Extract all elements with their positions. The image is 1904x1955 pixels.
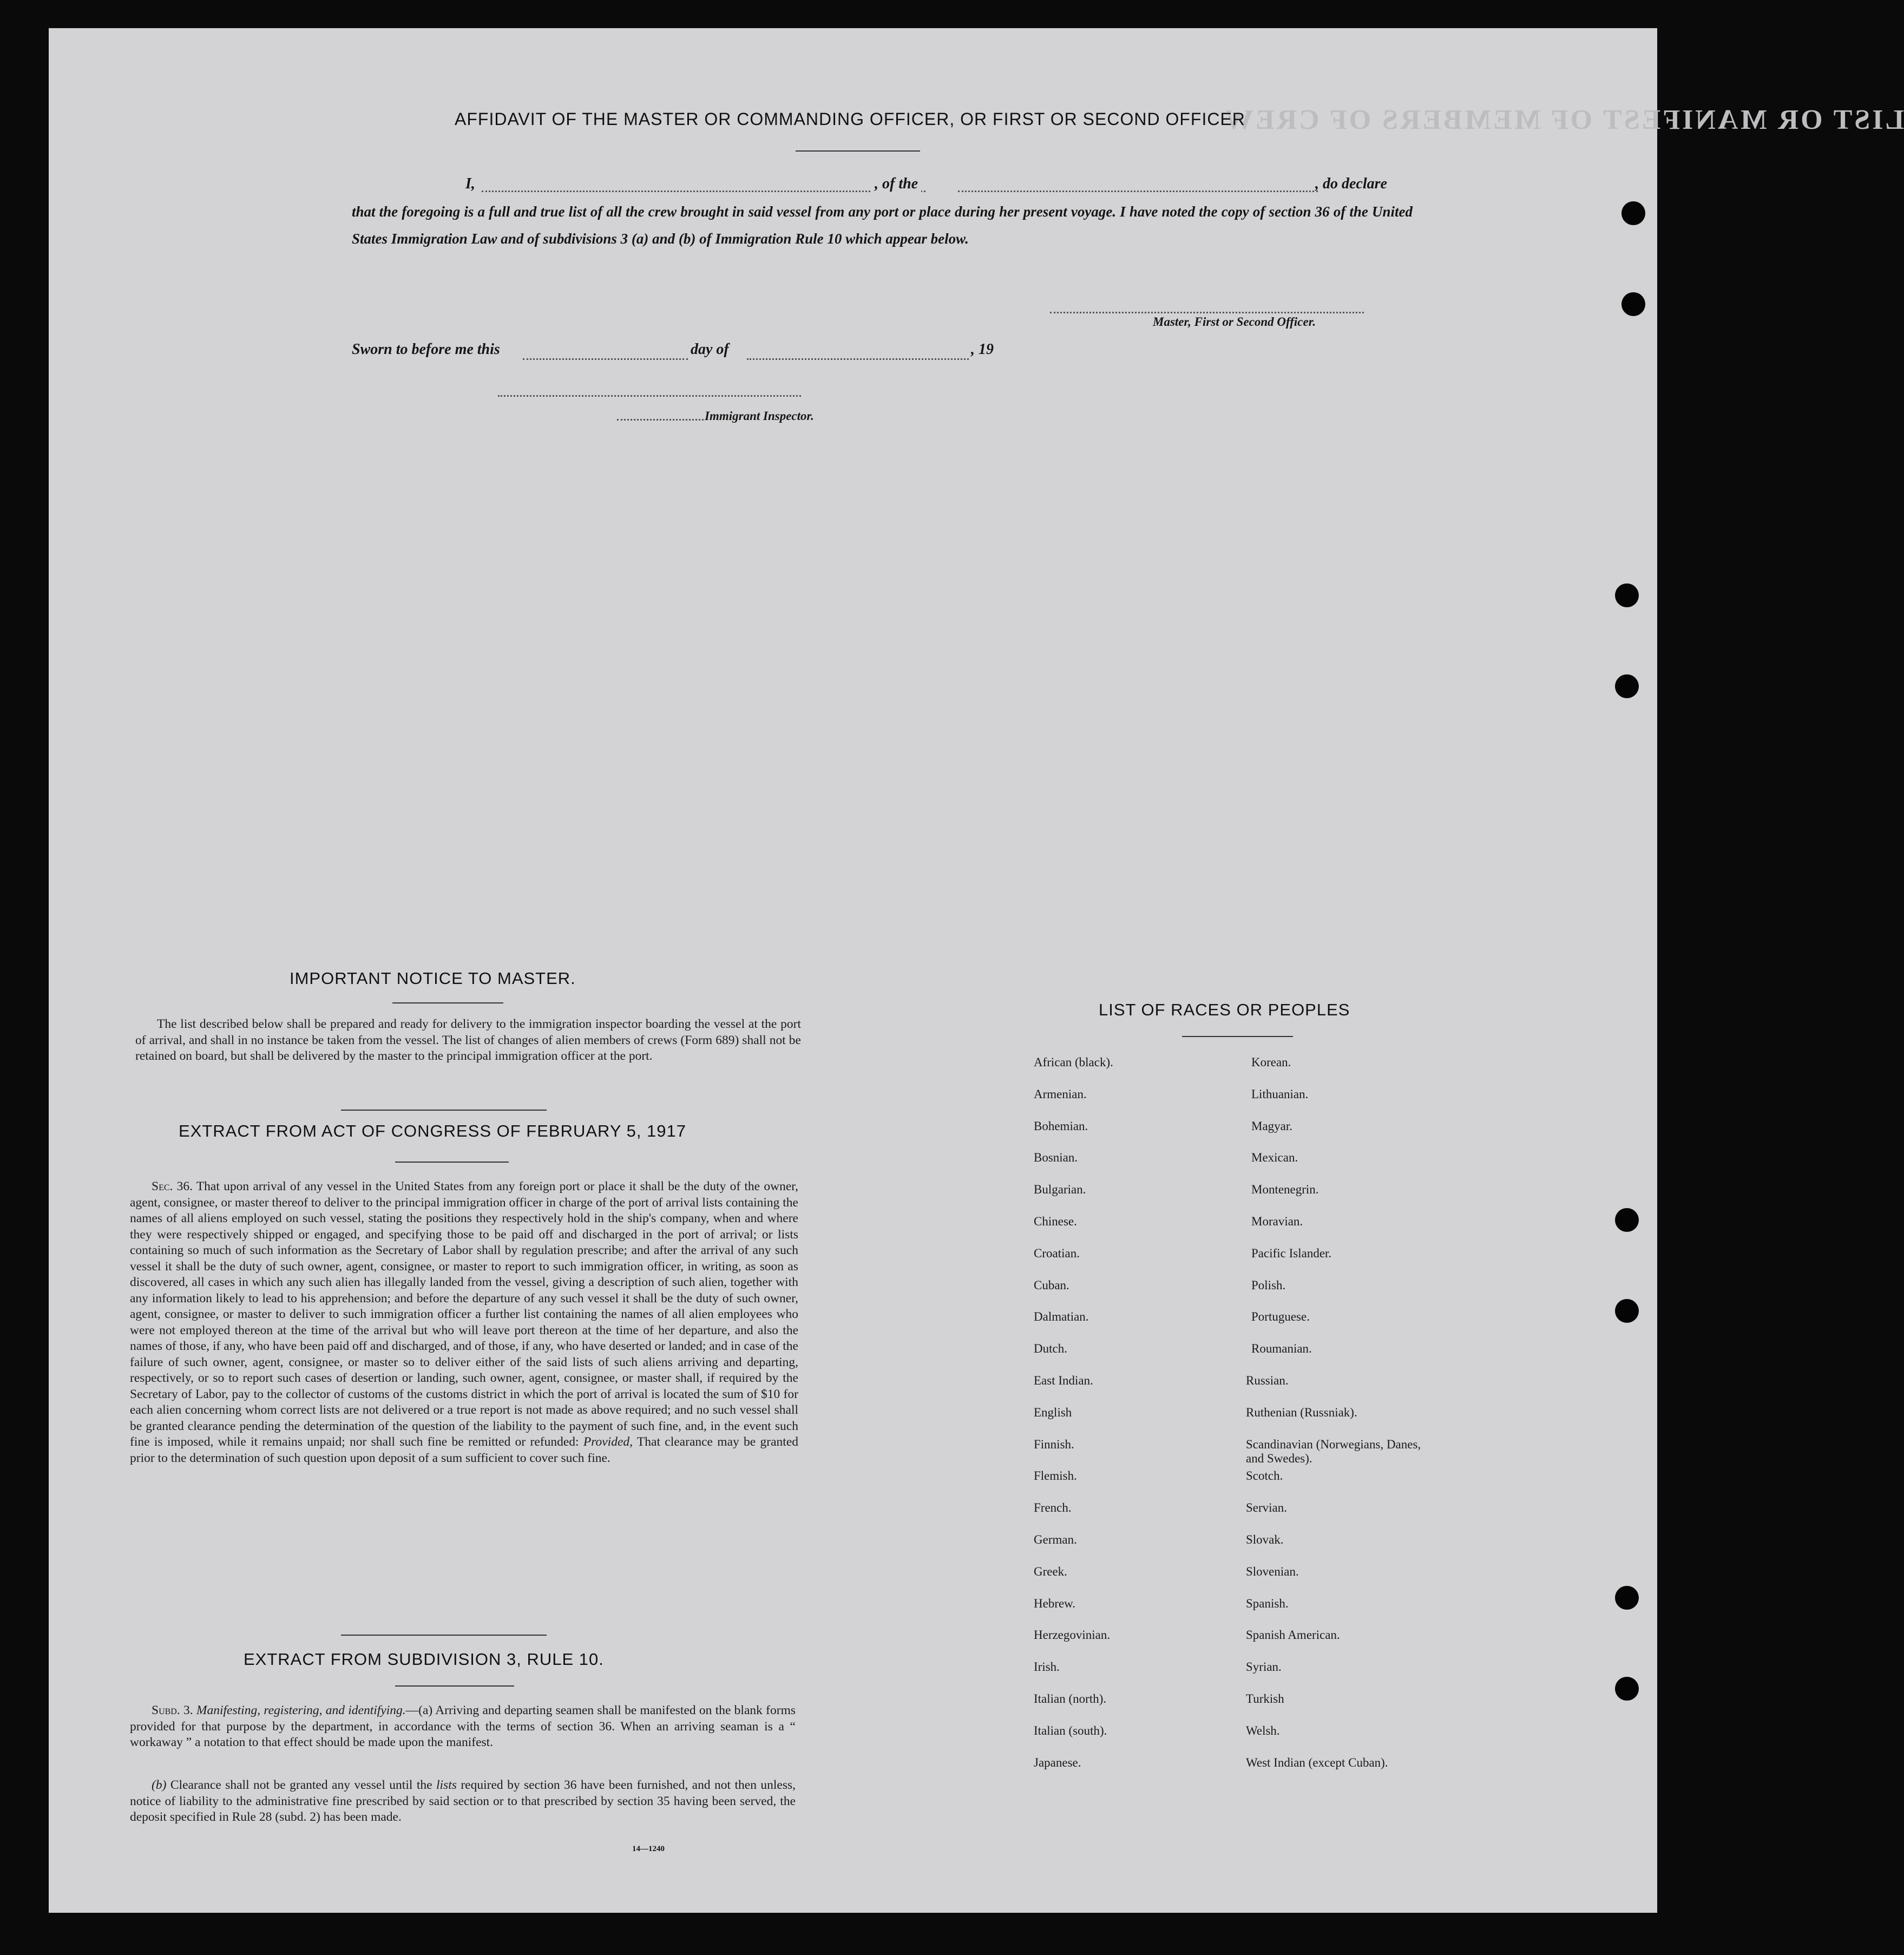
divider	[341, 1635, 547, 1636]
race-item: Ruthenian (Russniak).	[1246, 1405, 1357, 1419]
race-item: Hebrew.	[1034, 1596, 1076, 1610]
race-item: Turkish	[1246, 1692, 1284, 1705]
inspector-signature-line	[498, 395, 801, 397]
race-item: Welsh.	[1246, 1723, 1280, 1737]
notice-text: The list described below shall be prepared and ready for delivery to the immigration inspector boarding the vessel at the port of arrival, and shall in no instance be taken from the vessel. The list of changes of alien members of crews (Form 689) shall not be retained on board, but shall be delivered by the master to the principal immigration officer at the port.	[135, 1017, 801, 1063]
race-item: Cuban.	[1034, 1278, 1069, 1292]
vessel-blank	[958, 191, 1318, 192]
punch-hole	[1615, 674, 1639, 698]
race-item: Chinese.	[1034, 1215, 1077, 1228]
race-item: Dutch.	[1034, 1342, 1067, 1356]
rule-subd-b	[130, 1777, 796, 1826]
name-blank	[482, 191, 925, 192]
race-item: Japanese.	[1034, 1755, 1081, 1769]
sworn-label: Sworn to before me this	[352, 341, 500, 358]
race-item: Irish.	[1034, 1660, 1060, 1674]
race-item: Italian (north).	[1034, 1692, 1107, 1705]
race-item: French.	[1034, 1501, 1072, 1515]
race-item: Greek.	[1034, 1564, 1067, 1578]
race-item: Herzegovinian.	[1034, 1628, 1111, 1642]
race-item: German.	[1034, 1533, 1077, 1546]
race-item: Spanish.	[1246, 1596, 1289, 1610]
race-item: Finnish.	[1034, 1437, 1074, 1451]
divider	[796, 150, 920, 152]
race-item: Portuguese.	[1251, 1310, 1310, 1324]
affidavit-i-label: I,	[465, 175, 475, 192]
section-label: Sec. 36.	[152, 1179, 193, 1193]
punch-hole	[1621, 201, 1645, 225]
subd-a-label: —(a)	[405, 1703, 433, 1717]
race-item: Italian (south).	[1034, 1723, 1107, 1737]
subd-b-lists: lists	[436, 1778, 457, 1792]
master-signature-line	[1050, 312, 1364, 313]
race-item: Bulgarian.	[1034, 1183, 1086, 1197]
race-item: Slovenian.	[1246, 1564, 1299, 1578]
sworn-day-blank	[523, 358, 688, 360]
form-number: 14—1240	[632, 1845, 665, 1853]
document-page	[49, 28, 1904, 1913]
race-item: Polish.	[1251, 1278, 1286, 1292]
punch-hole	[1615, 1299, 1639, 1323]
bleed-through-text: LIST OR MANIFEST OF MEMBERS OF CREW	[1223, 104, 1904, 135]
divider	[392, 1002, 503, 1003]
races-title: LIST OF RACES OR PEOPLES	[1099, 1000, 1350, 1019]
race-item: Dalmatian.	[1034, 1310, 1089, 1324]
race-item: Bohemian.	[1034, 1119, 1088, 1133]
section-36-text-b: That clearance may be granted prior to the determination of such question upon deposit of a sum sufficient to cover such fine.	[130, 1435, 799, 1465]
race-item: Syrian.	[1246, 1660, 1282, 1674]
race-item: Moravian.	[1251, 1215, 1303, 1228]
affidavit-of-the-label: , of the	[871, 175, 921, 193]
month-blank	[747, 358, 969, 360]
subd-b-label: (b)	[152, 1778, 167, 1792]
race-item: Korean.	[1251, 1055, 1291, 1069]
race-item: Lithuanian.	[1251, 1087, 1309, 1101]
race-item: Croatian.	[1034, 1246, 1080, 1260]
race-item: Scandinavian (Norwegians, Danes, and Swedes).	[1246, 1437, 1421, 1465]
punch-hole	[1621, 292, 1645, 316]
divider	[341, 1110, 547, 1111]
subd-b-text-2: required by section 36 have been furnished, and not then unless, notice of liability to the administrative fine prescribed by said section or to that prescribed by section 35 having been served, the deposit specified in Rule 28 (subd. 2) has been made.	[130, 1778, 796, 1824]
notice-title: IMPORTANT NOTICE TO MASTER.	[290, 969, 576, 988]
section-36-text-a: That upon arrival of any vessel in the United States from any foreign port or place it shall be the duty of the owner, agent, consignee, or master thereof to deliver to the principal immigration officer in charge of the port of arrival lists containing the names of all aliens employed on such vessel, stating the positions they respectively hold in the ship's company, when and where they were respectively shipped or engaged, and specifying those to be paid off and discharged in the port of arrival; or lists containing so much of such information as the Secretary of Labor shall by regulation prescribe; and after the arrival of any such vessel it shall be the duty of such owner, agent, consignee, or master to report to such immigration officer, in writing, as soon as discovered, all cases in which any such alien has illegally landed from the vessel, giving a description of such alien, together with any information likely to lead to his apprehension; and before the departure of any such vessel it shall be the duty of such owner, agent, consignee, or master to deliver to such immigration officer a further list containing the names of all alien employees who were not employed thereon at the time of the arrival but who will leave port thereon at the time of her departure, and also the names of those, if any, who have been paid off and discharged, and of those, if any, who have deserted or landed; and in case of the failure of such owner, agent, consignee, or master so to deliver either of the said lists of such aliens arriving and departing, respectively, or so to report such cases of desertion or landing, such owner, agent, consignee, or master shall, if required by the Secretary of Labor, pay to the collector of customs of the customs district in which the port of arrival is located the sum of $10 for each alien concerning whom correct lists are not delivered or a true report is not made as above required; and no such vessel shall be granted clearance pending the determination of the question of the liability to the payment of such fine, and, in the event such fine is imposed, while it remains unpaid; nor shall such fine be remitted or refunded:	[130, 1179, 799, 1449]
affidavit-body: that the foregoing is a full and true list of all the crew brought in said vessel from any port or place during her present voyage. I have noted the copy of section 36 of the United States Immigration Law and of subdivisions 3 (a) and (b) of Immigration Rule 10 which appear below.	[352, 204, 1413, 247]
race-item: Mexican.	[1251, 1151, 1298, 1165]
race-item: Servian.	[1246, 1501, 1288, 1515]
race-item: English	[1034, 1405, 1072, 1419]
race-item: Bosnian.	[1034, 1151, 1078, 1165]
inspector-leader	[617, 419, 704, 421]
act-section-text	[130, 1179, 798, 1466]
divider	[395, 1162, 509, 1163]
divider	[395, 1685, 514, 1687]
divider	[1182, 1036, 1293, 1037]
provided-label: Provided,	[583, 1435, 633, 1449]
race-item: African (black).	[1034, 1055, 1113, 1069]
day-of-label: day of	[691, 341, 729, 358]
punch-hole	[1615, 1208, 1639, 1232]
race-item: West Indian (except Cuban).	[1246, 1755, 1388, 1769]
act-title: EXTRACT FROM ACT OF CONGRESS OF FEBRUARY 5, 1917	[179, 1121, 687, 1140]
race-item: East Indian.	[1034, 1374, 1093, 1387]
subd-heading: Manifesting, registering, and identifying.	[196, 1703, 406, 1717]
race-item: Spanish American.	[1246, 1628, 1340, 1642]
year-label: , 19	[971, 341, 994, 358]
race-item: Scotch.	[1246, 1469, 1283, 1483]
punch-hole	[1615, 1677, 1639, 1701]
race-item: Roumanian.	[1251, 1342, 1312, 1356]
rule-title: EXTRACT FROM SUBDIVISION 3, RULE 10.	[244, 1650, 604, 1669]
race-item: Pacific Islander.	[1251, 1246, 1332, 1260]
subd-b-text-1: Clearance shall not be granted any vessel until the	[170, 1778, 432, 1792]
punch-hole	[1615, 583, 1639, 607]
race-item: Armenian.	[1034, 1087, 1087, 1101]
subd-label: Subd. 3.	[152, 1703, 193, 1717]
subd-a-text: Arriving and departing seamen shall be manifested on the blank forms provided for that purpose by the department, in accordance with the terms of section 36. When an arriving seaman is a “ workaway ” a notation to that effect should be made upon the manifest.	[130, 1703, 796, 1749]
affidavit-declare-label: , do declare	[1315, 175, 1387, 192]
race-item: Magyar.	[1251, 1119, 1293, 1133]
race-item: Slovak.	[1246, 1533, 1284, 1546]
race-item: Russian.	[1246, 1374, 1289, 1387]
race-item: Flemish.	[1034, 1469, 1077, 1483]
affidavit-title: AFFIDAVIT OF THE MASTER OR COMMANDING OFFICER, OR FIRST OR SECOND OFFICER	[455, 109, 1245, 129]
inspector-caption: Immigrant Inspector.	[705, 409, 814, 423]
master-signature-caption: Master, First or Second Officer.	[1153, 315, 1316, 329]
race-item: Montenegrin.	[1251, 1183, 1319, 1197]
rule-subd-a	[130, 1703, 796, 1751]
punch-hole	[1615, 1586, 1639, 1610]
